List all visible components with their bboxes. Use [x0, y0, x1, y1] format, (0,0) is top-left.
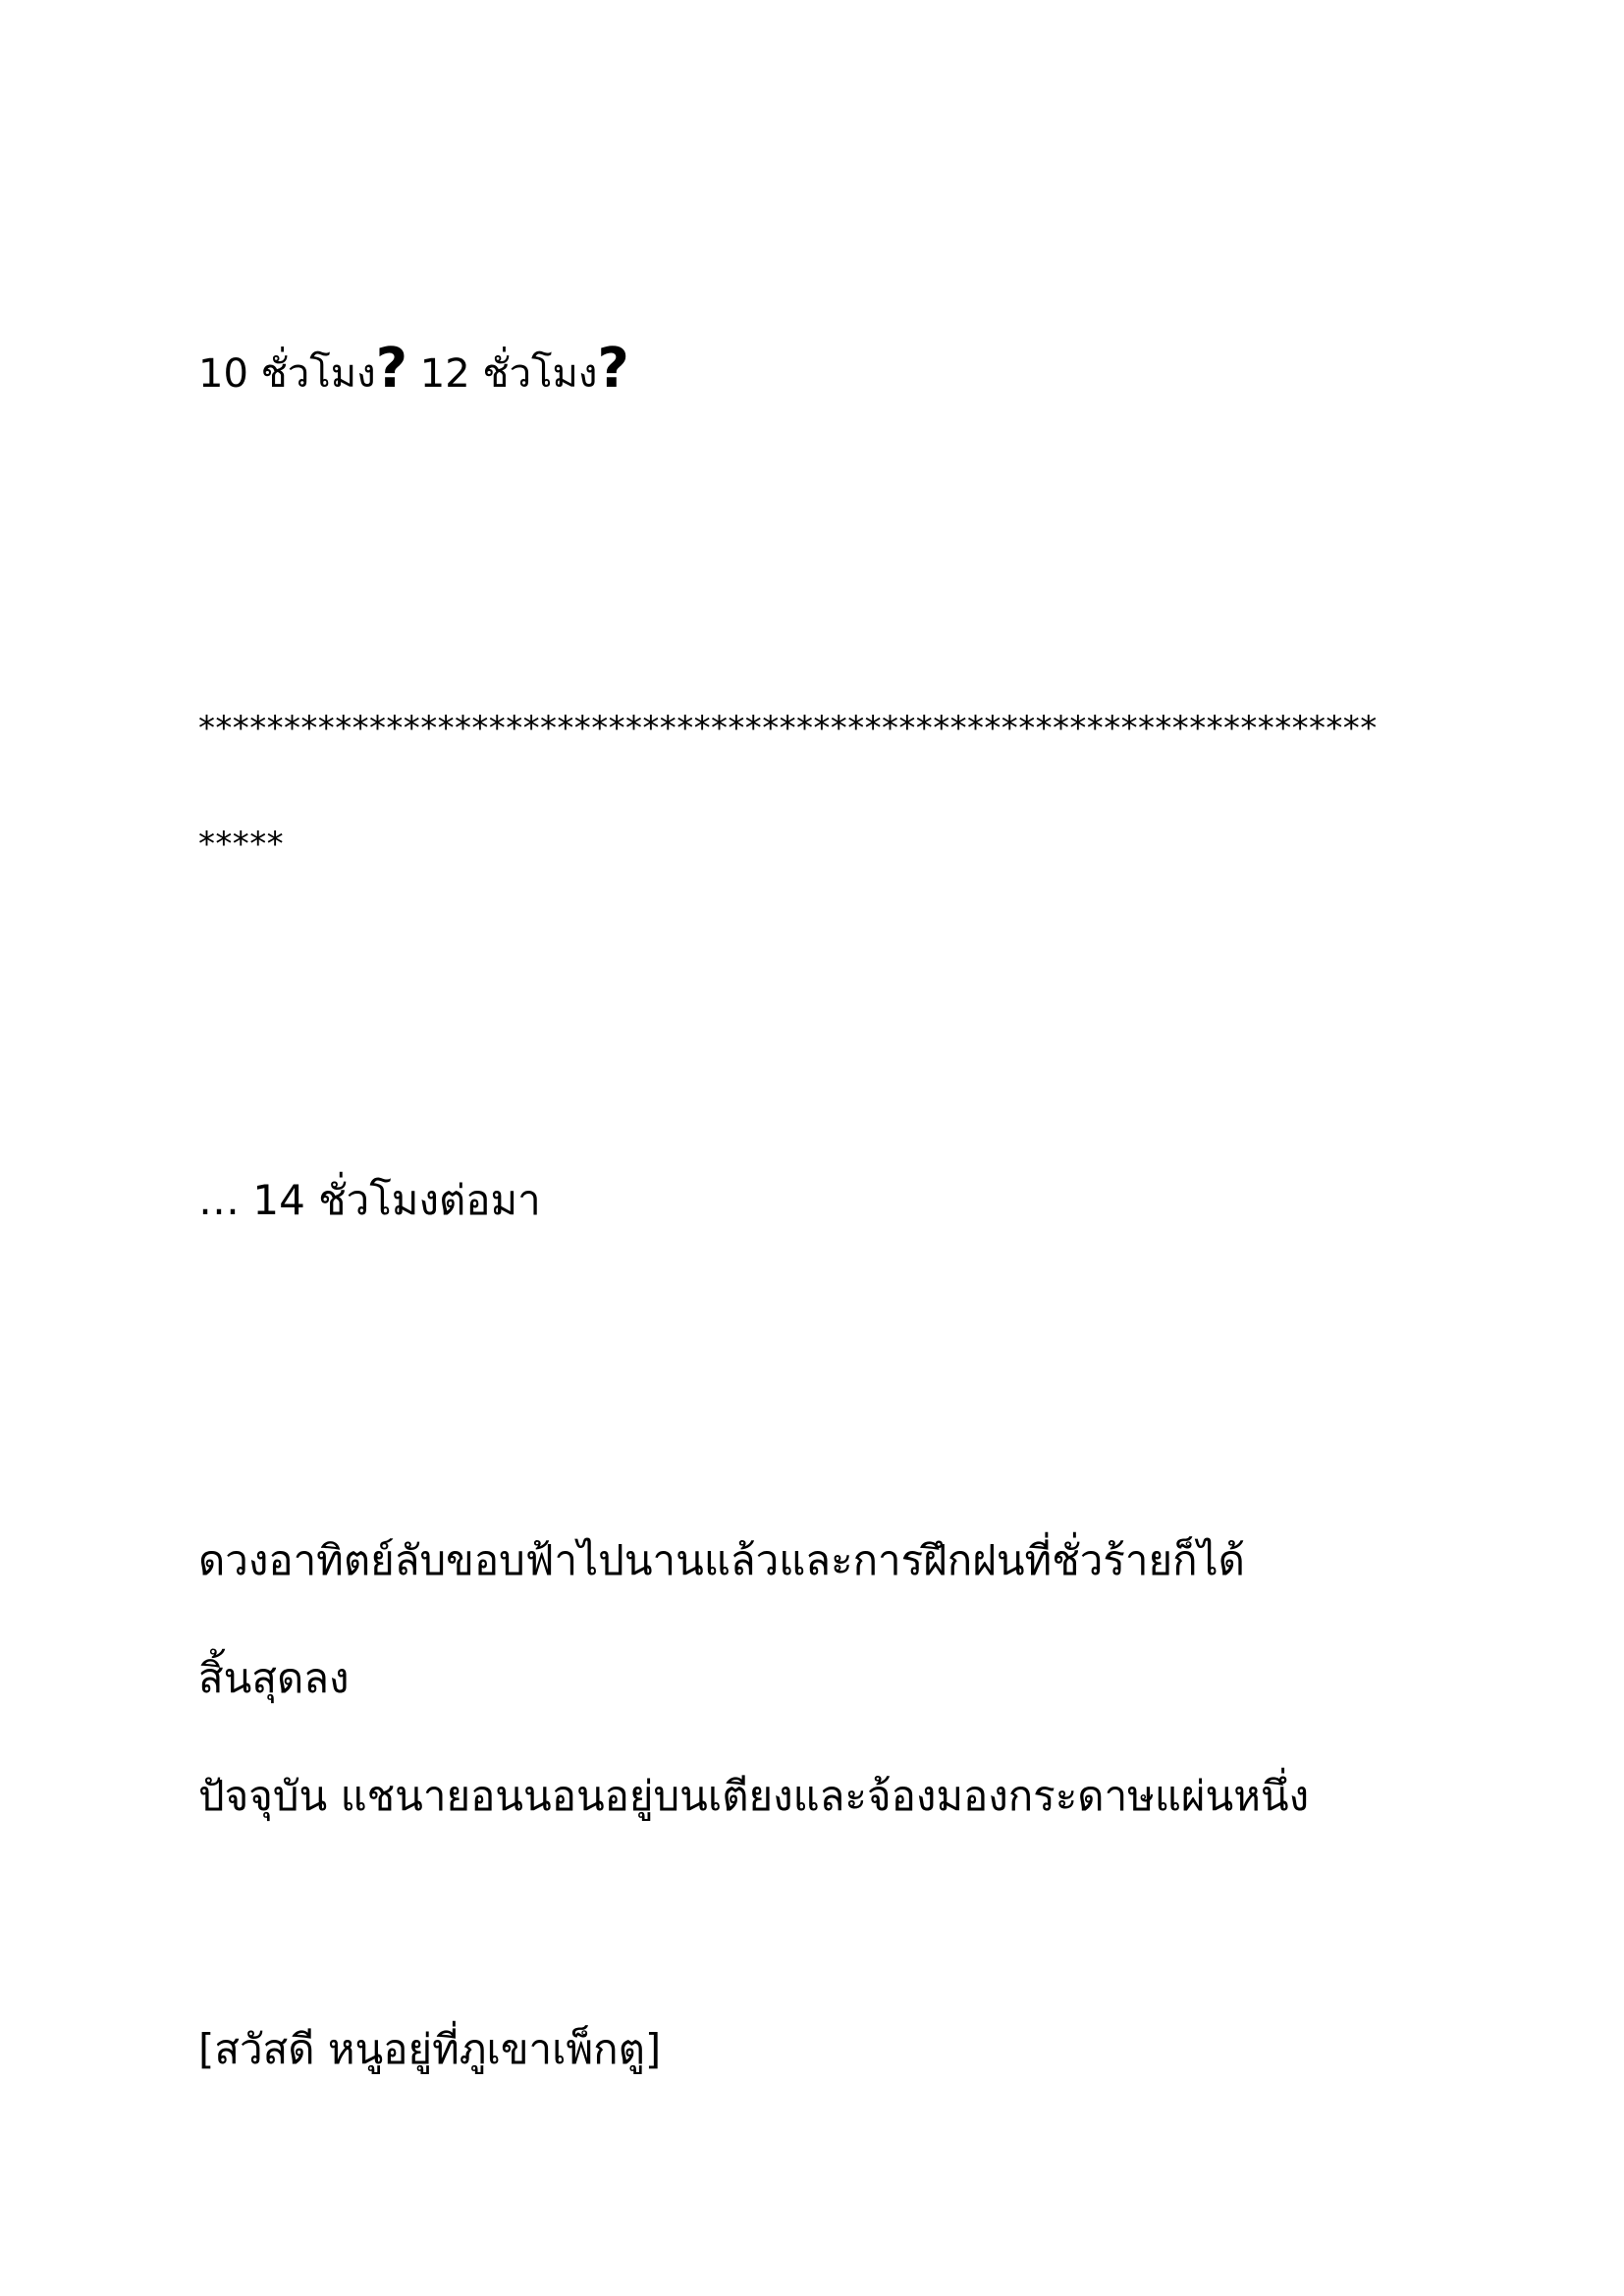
- time-skip-text: … 14 ชั่วโมงต่อมา: [198, 1176, 541, 1224]
- heading-question-mark: ?: [597, 337, 629, 400]
- chapter-time-heading: [198, 337, 629, 403]
- separator-stars-continued: *****: [198, 825, 284, 864]
- system-message-quote: [สวัสดี หนูอยู่ที่ภูเขาเพ็กตู]: [198, 2025, 662, 2073]
- paragraph-line: สิ้นสุดลง: [198, 1654, 350, 1702]
- heading-part-10-hours: 10 ชั่วโมง: [198, 351, 376, 397]
- heading-question-mark: ?: [375, 337, 408, 400]
- heading-part-12-hours: 12 ชั่วโมง: [407, 351, 598, 397]
- separator-stars: *********************************************************************: [198, 709, 1378, 748]
- paragraph-line: ดวงอาทิตย์ลับขอบฟ้าไปนานแล้วและการฝึกฝนที่ชั่วร้ายก็ได้: [198, 1536, 1245, 1584]
- paragraph-line: ปัจจุบัน แชนายอนนอนอยู่บนเตียงและจ้องมองกระดาษแผ่นหนึ่ง: [198, 1772, 1310, 1820]
